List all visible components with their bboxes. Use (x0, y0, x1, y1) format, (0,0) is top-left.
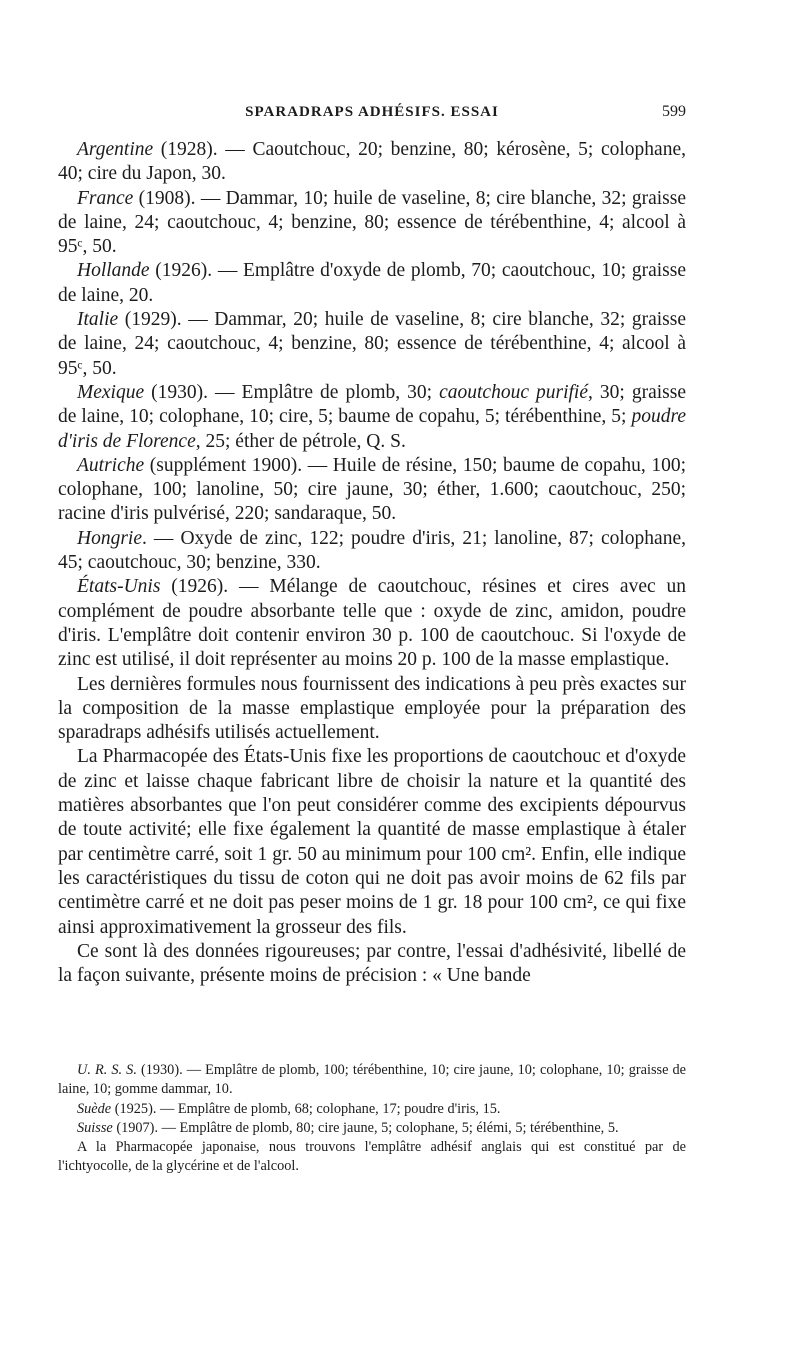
country-name: France (77, 187, 134, 209)
country-name: Italie (77, 309, 119, 331)
formula-text: . — Oxyde de zinc, 122; poudre d'iris, 21; lanoline, 87; colophane, 45; caoutchouc, 30; benzine, 330. (58, 527, 686, 574)
footnote-suede (58, 1100, 686, 1119)
paragraph-hollande (58, 259, 686, 308)
formula-text: (1908). — Dammar, 10; huile de vaseline, 8; cire blanche, 32; graisse de laine, 24; caoutchouc, 4; benzine, 80; essence de térébenthine, 4; alcool à 95ᶜ, 50. (58, 187, 686, 258)
paragraph-argentine (58, 138, 686, 187)
country-name: U. R. S. S. (77, 1062, 137, 1078)
country-name: Argentine (77, 139, 154, 160)
footnote-text: (1925). — Emplâtre de plomb, 68; colophane, 17; poudre d'iris, 15. (111, 1100, 501, 1117)
formula-text: (1928). — Caoutchouc, 20; benzine, 80; kérosène, 5; colophane, 40; cire du Japon, 30. (58, 139, 686, 185)
footnotes (58, 1061, 686, 1177)
country-name: Autriche (77, 454, 145, 476)
country-name: Suède (77, 1100, 112, 1117)
page-number: 599 (662, 103, 686, 120)
italic-ingredient: caoutchouc purifié (439, 381, 589, 403)
paragraph-hongrie (58, 527, 686, 576)
footnote-japon: A la Pharmacopée japonaise, nous trouvons l'emplâtre adhésif anglais qui est constitué par de l'ichtyocolle, de la glycérine et de l'alcool. (58, 1139, 686, 1175)
paragraph-etats-unis (58, 575, 686, 672)
formula-text: , 30; graisse de laine, 10; colophane, 10; cire, 5; baume de copahu, 5; térébenthine, 5; (58, 381, 686, 428)
paragraph-mexique (58, 381, 686, 454)
footnote-text: (1930). — Emplâtre de plomb, 100; térébenthine, 10; cire jaune, 10; colophane, 10; graisse de laine, 10; gomme dammar, 10. (58, 1062, 686, 1098)
country-name: États-Unis (77, 576, 161, 598)
country-name: Hongrie (77, 527, 142, 549)
country-name: Hollande (77, 260, 150, 282)
paragraph-france (58, 187, 686, 260)
paragraph-indications: Les dernières formules nous fournissent des indications à peu près exactes sur la composition de la masse emplastique employée pour la préparation des sparadraps adhésifs utilisés actuellement. (58, 673, 686, 744)
paragraph-autriche (58, 454, 686, 527)
page-header (58, 100, 686, 126)
formula-text: (supplément 1900). — Huile de résine, 150; baume de copahu, 100; colophane, 100; lanoline, 50; cire jaune, 30; éther, 1.600; caoutchouc, 250; racine d'iris pulvérisé, 220; sandaraque, 50. (58, 454, 686, 525)
running-title: SPARADRAPS ADHÉSIFS. ESSAI (245, 104, 499, 120)
formula-text: , 25; éther de pétrole, Q. S. (195, 430, 406, 452)
formula-text: (1929). — Dammar, 20; huile de vaseline, 8; cire blanche, 32; graisse de laine, 24; caoutchouc, 4; benzine, 80; essence de térébenthine, 4; alcool à 95ᶜ, 50. (58, 309, 686, 379)
country-name: Suisse (77, 1119, 113, 1136)
country-name: Mexique (77, 381, 145, 403)
italic-ingredient: poudre d'iris de Florence (58, 406, 686, 452)
formula-text: (1926). — Mélange de caoutchouc, résines et cires avec un complément de poudre absorbante telle que : oxyde de zinc, amidon, poudre d'iris. L'emplâtre doit contenir environ 30 p. 100 de caoutchouc. Si l'oxyde de zinc est utilisé, il doit représenter au moins 20 p. 100 de la masse emplastique. (58, 576, 686, 671)
paragraph-adhesivite: Ce sont là des données rigoureuses; par contre, l'essai d'adhésivité, libellé de la façon suivante, présente moins de précision : « Une bande (58, 940, 686, 987)
footnote-text: (1907). — Emplâtre de plomb, 80; cire jaune, 5; colophane, 5; élémi, 5; térébenthine, 5. (112, 1119, 619, 1136)
footnote-suisse (58, 1119, 686, 1138)
formula-text: (1930). — Emplâtre de plomb, 30; (144, 381, 440, 403)
paragraph-pharmacopee: La Pharmacopée des États-Unis fixe les proportions de caoutchouc et d'oxyde de zinc et laisse chaque fabricant libre de choisir la nature et la quantité des matières absorbantes que l'on peut considérer comme des excipients dépourvus de toute activité; elle fixe également la quantité de masse emplastique à étaler par centimètre carré, soit 1 gr. 50 au minimum pour 100 cm². Enfin, elle indique les caractéristiques du tissu de coton qui ne doit pas avoir moins de 62 fils par centimètre carré et ne doit pas peser moins de 1 gr. 18 pour 100 cm², ce qui fixe ainsi approximativement la grosseur des fils. (58, 746, 686, 938)
main-text (58, 138, 686, 988)
footnote-urss (58, 1061, 686, 1100)
paragraph-italie (58, 308, 686, 381)
formula-text: (1926). — Emplâtre d'oxyde de plomb, 70; caoutchouc, 10; graisse de laine, 20. (58, 260, 686, 306)
